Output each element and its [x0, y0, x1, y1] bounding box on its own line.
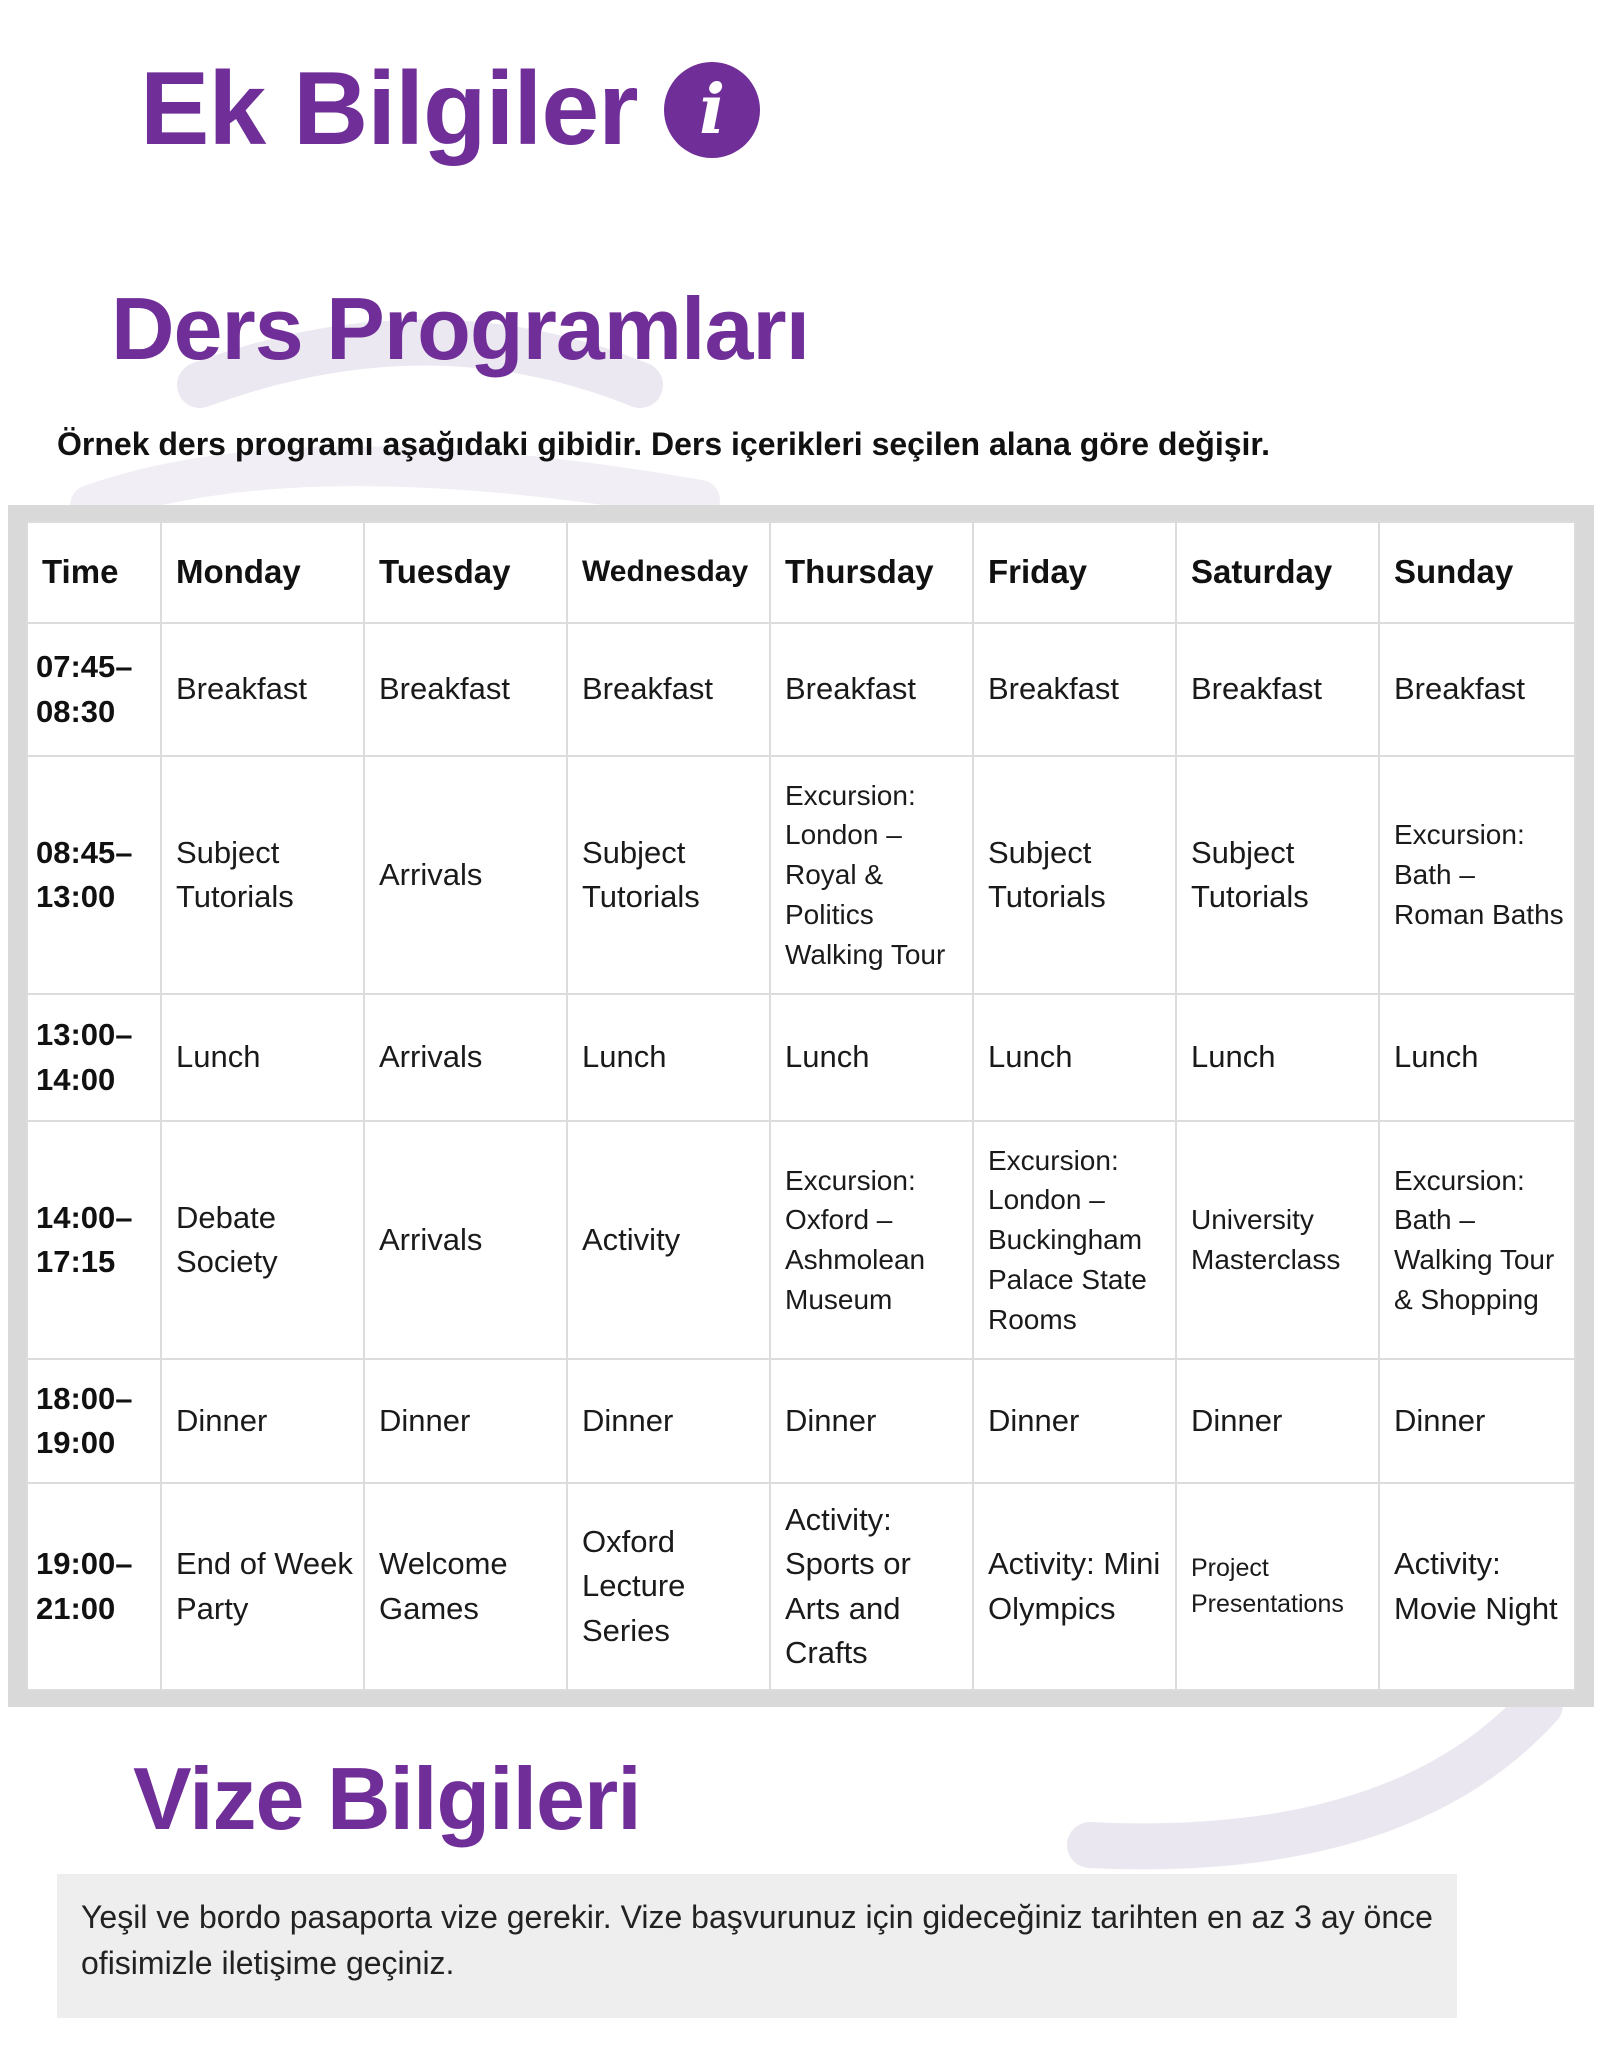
table-cell: Dinner — [1176, 1359, 1379, 1483]
column-header: Monday — [161, 522, 364, 623]
time-cell: 19:00– 21:00 — [27, 1483, 161, 1690]
table-cell: Excursion: London – Buckingham Palace State Rooms — [973, 1121, 1176, 1359]
table-row — [27, 756, 1575, 994]
table-cell: Breakfast — [364, 623, 567, 756]
column-header: Time — [27, 522, 161, 623]
table-row — [27, 1121, 1575, 1359]
table-row — [27, 1483, 1575, 1690]
table-row — [27, 623, 1575, 756]
table-cell: Activity: Sports or Arts and Crafts — [770, 1483, 973, 1690]
column-header: Friday — [973, 522, 1176, 623]
column-header: Thursday — [770, 522, 973, 623]
column-header: Tuesday — [364, 522, 567, 623]
page-title-text: Ek Bilgiler — [140, 51, 638, 167]
column-header: Wednesday — [567, 522, 770, 623]
table-cell: Lunch — [1176, 994, 1379, 1121]
table-row — [27, 994, 1575, 1121]
table-cell: Dinner — [161, 1359, 364, 1483]
table-cell: Project Presentations — [1176, 1483, 1379, 1690]
table-cell: Breakfast — [1379, 623, 1575, 756]
schedule-section-title: Ders Programları — [111, 279, 810, 378]
table-cell: Dinner — [973, 1359, 1176, 1483]
table-cell: Lunch — [1379, 994, 1575, 1121]
table-cell: University Masterclass — [1176, 1121, 1379, 1359]
table-cell: Subject Tutorials — [567, 756, 770, 994]
table-row — [27, 1359, 1575, 1483]
table-cell: Activity: Mini Olympics — [973, 1483, 1176, 1690]
table-cell: Arrivals — [364, 1121, 567, 1359]
table-cell: Lunch — [567, 994, 770, 1121]
table-cell: End of Week Party — [161, 1483, 364, 1690]
table-cell: Oxford Lecture Series — [567, 1483, 770, 1690]
page-title — [140, 50, 760, 169]
visa-section-title: Vize Bilgileri — [133, 1749, 641, 1848]
table-cell: Dinner — [364, 1359, 567, 1483]
table-cell: Excursion: Bath – Walking Tour & Shopping — [1379, 1121, 1575, 1359]
table-cell: Lunch — [770, 994, 973, 1121]
table-cell: Excursion: London – Royal & Politics Walking Tour — [770, 756, 973, 994]
table-cell: Lunch — [161, 994, 364, 1121]
table-cell: Breakfast — [770, 623, 973, 756]
info-icon: i — [664, 62, 760, 158]
time-cell: 08:45– 13:00 — [27, 756, 161, 994]
table-cell: Arrivals — [364, 756, 567, 994]
table-cell: Excursion: Bath – Roman Baths — [1379, 756, 1575, 994]
time-cell: 18:00– 19:00 — [27, 1359, 161, 1483]
visa-info-box — [57, 1874, 1457, 2018]
table-cell: Dinner — [1379, 1359, 1575, 1483]
schedule-table — [26, 521, 1576, 1691]
table-cell: Arrivals — [364, 994, 567, 1121]
time-cell: 14:00– 17:15 — [27, 1121, 161, 1359]
table-header-row — [27, 522, 1575, 623]
table-cell: Subject Tutorials — [161, 756, 364, 994]
visa-info-text: Yeşil ve bordo pasaporta vize gerekir. Vize başvurunuz için gideceğiniz tarihten en az 3 ay önce ofisimizle iletişime geçiniz. — [81, 1899, 1433, 1982]
table-cell: Dinner — [567, 1359, 770, 1483]
column-header: Sunday — [1379, 522, 1575, 623]
table-cell: Breakfast — [567, 623, 770, 756]
table-cell: Subject Tutorials — [973, 756, 1176, 994]
table-cell: Breakfast — [973, 623, 1176, 756]
table-cell: Breakfast — [161, 623, 364, 756]
table-cell: Subject Tutorials — [1176, 756, 1379, 994]
table-cell: Welcome Games — [364, 1483, 567, 1690]
time-cell: 07:45– 08:30 — [27, 623, 161, 756]
table-cell: Dinner — [770, 1359, 973, 1483]
table-cell: Breakfast — [1176, 623, 1379, 756]
schedule-intro-text: Örnek ders programı aşağıdaki gibidir. Ders içerikleri seçilen alana göre değişir. — [57, 426, 1270, 462]
table-cell: Activity: Movie Night — [1379, 1483, 1575, 1690]
table-cell: Debate Society — [161, 1121, 364, 1359]
column-header: Saturday — [1176, 522, 1379, 623]
table-cell: Activity — [567, 1121, 770, 1359]
table-cell: Excursion: Oxford – Ashmolean Museum — [770, 1121, 973, 1359]
schedule-table-frame — [8, 505, 1594, 1707]
time-cell: 13:00– 14:00 — [27, 994, 161, 1121]
table-cell: Lunch — [973, 994, 1176, 1121]
